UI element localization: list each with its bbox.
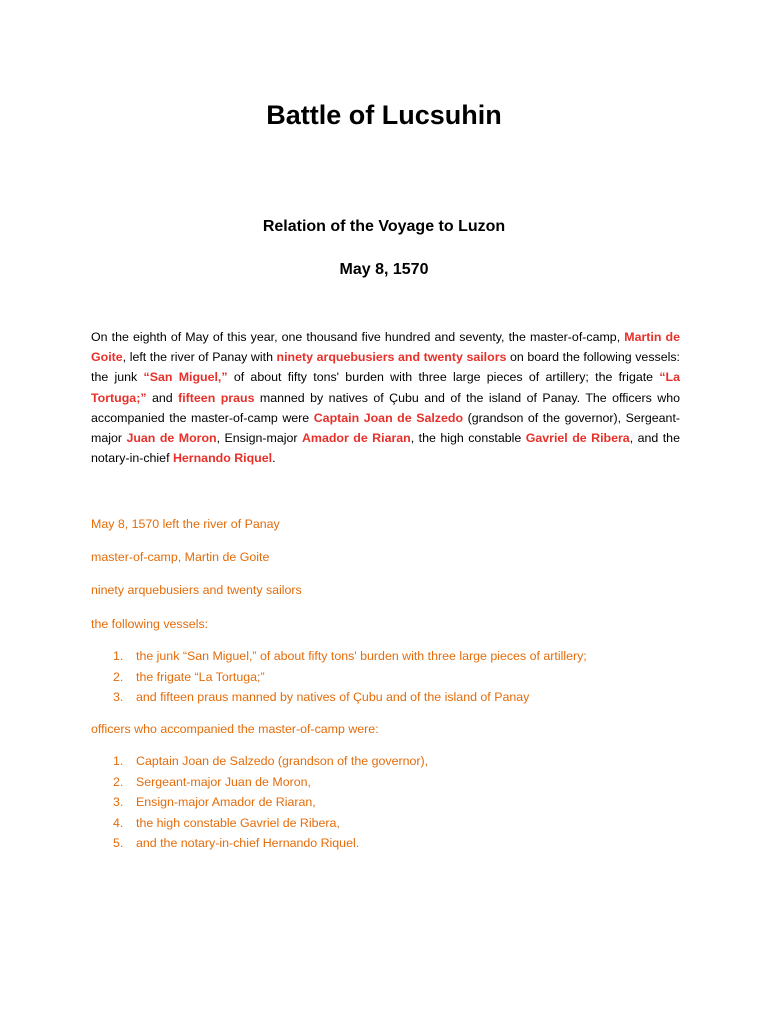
highlight-name: Martin de Goite [91,330,680,365]
list-item-text: the high constable Gavriel de Ribera, [136,815,340,830]
list-number: 2. [113,774,124,789]
list-number: 2. [113,669,124,684]
list-number: 3. [113,795,124,809]
note-master-of-camp: master-of-camp, Martin de Goite [91,550,270,564]
text-run: . [272,451,276,466]
highlight-vessel: “La Tortuga;” [91,370,680,405]
list-number: 3. [113,690,124,704]
list-item [91,646,711,667]
list-item [91,772,711,793]
highlight-officer: Hernando Riquel [172,451,273,466]
text-run: of about fifty tons' burden with three large pieces of artillery; the frigate [227,370,660,385]
list-number: 5. [113,836,124,850]
vessels-list [91,646,711,708]
highlight-officer: Captain Joan de Salzedo [313,410,464,425]
list-item-text: Captain Joan de Salzedo (grandson of the governor), [136,754,429,768]
highlight-vessel: fifteen praus [178,390,255,405]
list-item [91,792,711,813]
text-run: manned by natives of Çubu and of the island of Panay. The officers who accompanied the master-of-camp were [91,390,681,425]
highlight-officer: Amador de Riaran [301,431,411,446]
text-run: , the high constable [410,431,526,446]
highlight-troops: ninety arquebusiers and twenty sailors [276,350,507,365]
note-date-departure: May 8, 1570 left the river of Panay [91,517,280,531]
list-number: 1. [113,649,124,663]
list-item [91,667,711,688]
list-item-text: the junk “San Miguel,” of about fifty tons' burden with three large pieces of artillery; [136,649,587,663]
list-item [91,687,711,708]
list-item-text: Sergeant-major Juan de Moron, [136,774,311,789]
highlight-vessel: “San Miguel,” [143,370,228,385]
text-run: On the eighth of May of this year, one thousand five hundred and seventy, the master-of-camp, [91,330,625,344]
document-subtitle: Relation of the Voyage to Luzon [262,218,506,235]
text-run: , Ensign-major [216,431,302,446]
document-date: May 8, 1570 [339,261,429,278]
officers-heading: officers who accompanied the master-of-camp were: [91,722,379,736]
highlight-officer: Gavriel de Ribera [525,431,630,446]
officers-list [91,751,711,854]
list-item [91,751,711,772]
text-run: and [146,390,179,405]
text-run: (grandson of the governor), Sergeant-major [91,410,681,446]
list-item-text: and fifteen praus manned by natives of Çubu and of the island of Panay [136,690,530,704]
narrative-paragraph [91,327,680,468]
vessels-heading: the following vessels: [91,617,209,631]
text-run: on board the following vessels: the junk [91,350,680,385]
highlight-officer: Juan de Moron [126,431,217,446]
list-number: 4. [113,815,124,830]
text-run: , and the notary-in-chief [91,431,680,466]
text-run: , left the river of Panay with [122,350,277,365]
list-item-text: Ensign-major Amador de Riaran, [136,795,316,809]
list-number: 1. [113,754,124,768]
list-item-text: and the notary-in-chief Hernando Riquel. [136,836,360,850]
note-troops: ninety arquebusiers and twenty sailors [91,583,302,597]
list-item [91,833,711,854]
list-item [91,813,711,834]
list-item-text: the frigate “La Tortuga;” [136,669,265,684]
document-title: Battle of Lucsuhin [266,100,502,130]
